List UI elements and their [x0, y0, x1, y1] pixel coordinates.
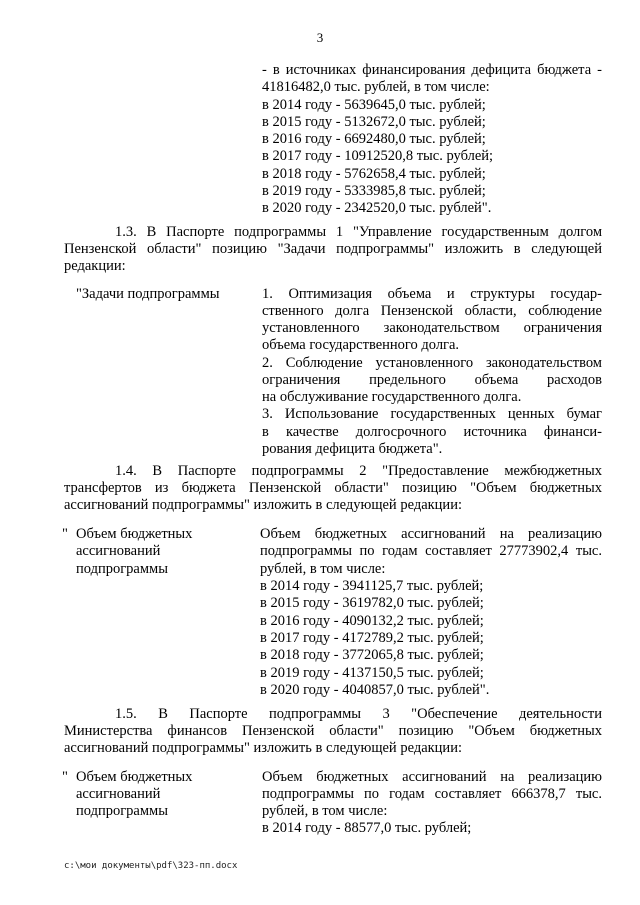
open-quote: "	[62, 526, 68, 542]
text-line: - в источниках финансирования дефицита бюджета -	[262, 62, 602, 78]
table-cell-line: Объем бюджетных ассигнований на реализацию	[260, 526, 602, 542]
text-line: в 2019 году - 5333985,8 тыс. рублей;	[262, 183, 486, 199]
text-line: 41816482,0 тыс. рублей, в том числе:	[262, 79, 490, 95]
paragraph-line: 1.5. В Паспорте подпрограммы 3 "Обеспечение деятельности	[115, 706, 602, 722]
table-cell-line: 1. Оптимизация объема и структуры государ-	[262, 286, 602, 302]
text-line: в 2017 году - 10912520,8 тыс. рублей;	[262, 148, 494, 164]
table-cell-line: ственного долга Пензенской области, соблюдение	[262, 303, 602, 319]
table-label: ассигнований	[76, 786, 161, 802]
text-line: в 2018 году - 5762658,4 тыс. рублей;	[262, 166, 486, 182]
table-cell-line: 2. Соблюдение установленного законодательством	[262, 355, 602, 371]
table-label: Объем бюджетных	[76, 769, 193, 785]
text-line: в 2016 году - 6692480,0 тыс. рублей;	[262, 131, 486, 147]
table-cell-line: подпрограммы по годам составляет 666378,7 тыс.	[262, 786, 602, 802]
table-label: подпрограммы	[76, 561, 168, 577]
table-cell-line: в 2015 году - 3619782,0 тыс. рублей;	[260, 595, 484, 611]
paragraph-line: Министерства финансов Пензенской области" позицию "Объем бюджетных	[64, 723, 602, 739]
paragraph-line: ассигнований подпрограммы" изложить в следующей редакции:	[64, 740, 462, 756]
table-cell-line: 3. Использование государственных ценных бумаг	[262, 406, 602, 422]
table-cell-line: в 2014 году - 88577,0 тыс. рублей;	[262, 820, 472, 836]
text-line: в 2014 году - 5639645,0 тыс. рублей;	[262, 97, 486, 113]
table-cell-line: установленного законодательством ограничения	[262, 320, 602, 336]
paragraph-line: ассигнований подпрограммы" изложить в следующей редакции:	[64, 497, 462, 513]
table-cell-line: в 2018 году - 3772065,8 тыс. рублей;	[260, 647, 484, 663]
page-number: 3	[316, 30, 324, 45]
table-label: подпрограммы	[76, 803, 168, 819]
table-cell-line: в 2019 году - 4137150,5 тыс. рублей;	[260, 665, 484, 681]
table-cell-line: в 2016 году - 4090132,2 тыс. рублей;	[260, 613, 484, 629]
table-cell-line: Объем бюджетных ассигнований на реализацию	[262, 769, 602, 785]
table-cell-line: рования дефицита бюджета".	[262, 441, 443, 457]
table-cell-line: на обслуживание государственного долга.	[262, 389, 522, 405]
table-cell-line: объема государственного долга.	[262, 337, 460, 353]
table-cell-line: в качестве долгосрочного источника финанси-	[262, 424, 602, 440]
table-label: ассигнований	[76, 543, 161, 559]
table-label: "Задачи подпрограммы	[76, 286, 220, 302]
table-cell-line: в 2017 году - 4172789,2 тыс. рублей;	[260, 630, 484, 646]
table-cell-line: в 2020 году - 4040857,0 тыс. рублей".	[260, 682, 490, 698]
text-line: в 2020 году - 2342520,0 тыс. рублей".	[262, 200, 492, 216]
paragraph-line: трансфертов из бюджета Пензенской области" позицию "Объем бюджетных	[64, 480, 602, 496]
table-cell-line: рублей, в том числе:	[260, 561, 386, 577]
table-cell-line: подпрограммы по годам составляет 27773902,4 тыс.	[260, 543, 602, 559]
open-quote: "	[62, 769, 68, 785]
paragraph-line: Пензенской области" позицию "Задачи подпрограммы" изложить в следующей	[64, 241, 602, 257]
paragraph-line: 1.4. В Паспорте подпрограммы 2 "Предоставление межбюджетных	[115, 463, 602, 479]
paragraph-line: редакции:	[64, 258, 126, 274]
table-cell-line: в 2014 году - 3941125,7 тыс. рублей;	[260, 578, 484, 594]
table-cell-line: рублей, в том числе:	[262, 803, 388, 819]
paragraph-line: 1.3. В Паспорте подпрограммы 1 "Управление государственным долгом	[115, 224, 602, 240]
table-cell-line: ограничения предельного объема расходов	[262, 372, 602, 388]
table-label: Объем бюджетных	[76, 526, 193, 542]
footer-file-path: c:\мои документы\pdf\323-пп.docx	[64, 861, 238, 871]
text-line: в 2015 году - 5132672,0 тыс. рублей;	[262, 114, 486, 130]
